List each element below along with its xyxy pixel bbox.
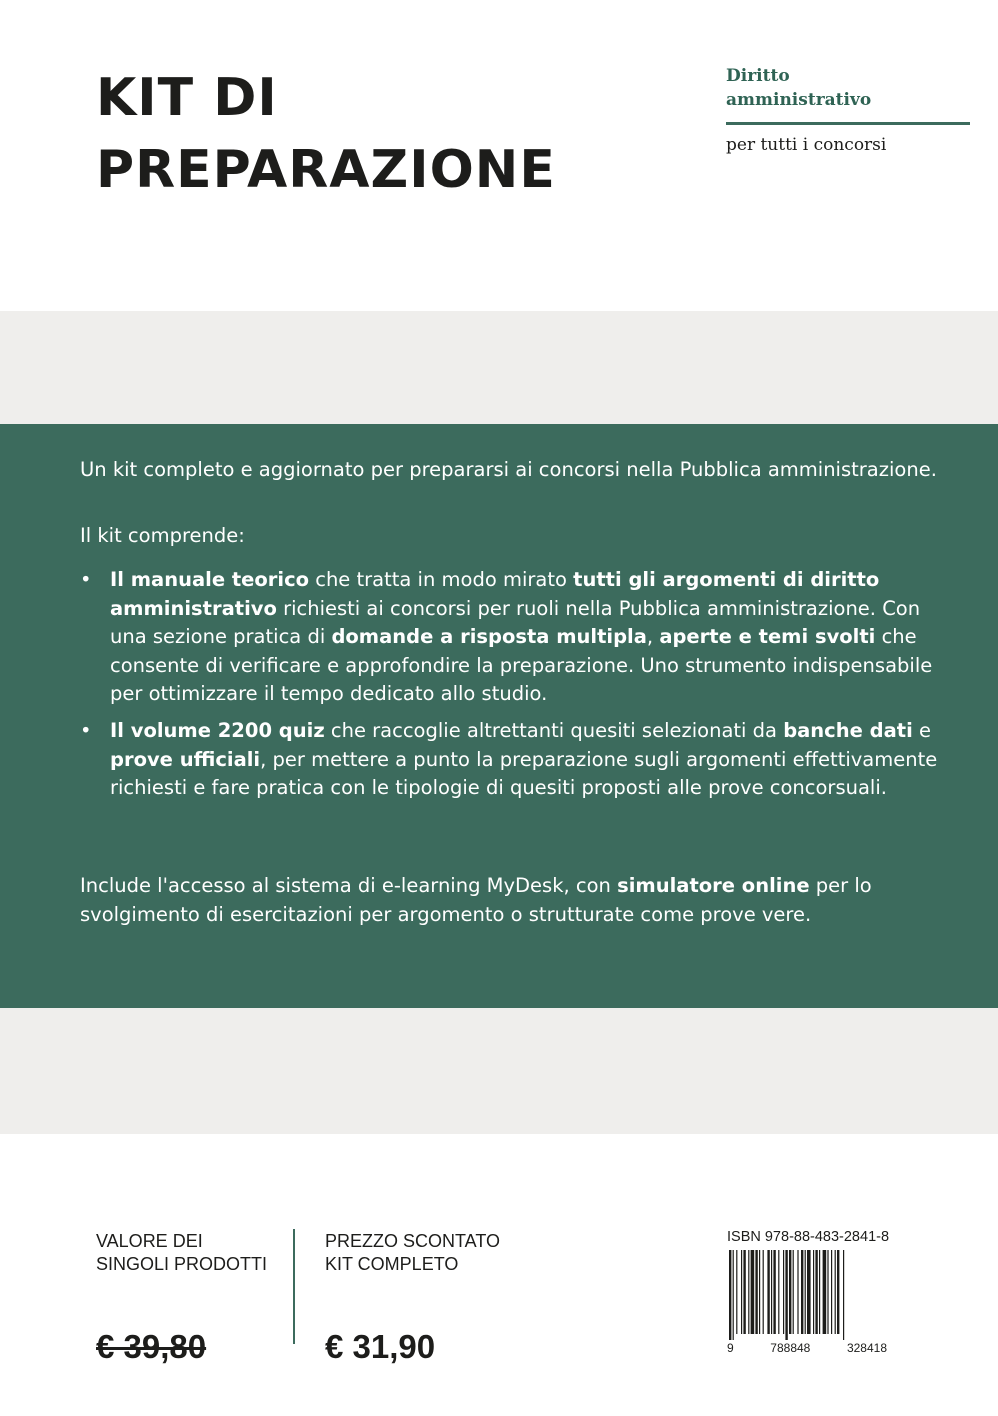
text-span: , (646, 625, 660, 649)
barcode-bar (835, 1250, 836, 1334)
discount-price-label (325, 1230, 545, 1276)
barcode-bar (743, 1250, 745, 1334)
series-block (726, 64, 970, 157)
barcode-bar (741, 1250, 742, 1334)
title-line-2: PREPARAZIONE (96, 140, 556, 200)
bullet-icon: • (80, 568, 92, 591)
emphasis: tutti gli argomenti di diritto amministrativo (110, 568, 880, 620)
description-panel (0, 424, 998, 1008)
barcode-bar (827, 1250, 828, 1334)
barcode-digit-first: 9 (727, 1341, 734, 1355)
barcode-digits-left: 788848 (770, 1341, 811, 1355)
text-span: che tratta in modo mirato (309, 568, 574, 591)
original-price: € 39,80 (96, 1328, 207, 1365)
barcode-bar (805, 1250, 806, 1334)
price-divider (293, 1229, 295, 1344)
isbn-number: ISBN 978-88-483-2841-8 (727, 1229, 890, 1245)
series-name-line-2: amministrativo (726, 90, 872, 110)
text-span: per lo svolgimento di esercitazioni per argomento o strutturate come prove vere. (80, 874, 872, 926)
grey-band-top (0, 311, 998, 424)
barcode-bar (801, 1250, 803, 1334)
barcode-bar (843, 1250, 844, 1340)
series-divider (726, 122, 970, 125)
barcode-bar (767, 1250, 769, 1334)
barcode-bar (759, 1250, 760, 1334)
original-price-block (96, 1230, 286, 1367)
outro-paragraph (80, 872, 942, 929)
text-span: Include l'accesso al sistema di e-learning MyDesk, con (80, 874, 618, 897)
barcode-icon (727, 1250, 887, 1340)
kit-contents-list (80, 566, 942, 811)
book-title (96, 62, 556, 206)
barcode-bar (793, 1250, 794, 1334)
barcode-bar (778, 1250, 779, 1334)
emphasis: aperte e temi svolti (659, 625, 876, 649)
label-line: PREZZO SCONTATO (325, 1231, 501, 1251)
text-span: che raccoglie altrettanti quesiti selezionati da (324, 718, 784, 742)
barcode-bar (763, 1250, 764, 1334)
original-price-label (96, 1230, 286, 1276)
barcode-digits-right: 328418 (846, 1341, 887, 1355)
series-subtitle: per tutti i concorsi (726, 135, 887, 155)
grey-band-bottom (0, 1008, 998, 1134)
emphasis: simulatore online (617, 874, 810, 897)
barcode-bar (773, 1250, 775, 1334)
barcode-bar (785, 1250, 787, 1340)
bullet-icon: • (80, 718, 92, 742)
barcode-bar (783, 1250, 784, 1334)
text-span: richiesti ai concorsi per ruoli nella Pubblica amministrazione. Con una sezione pratica di (110, 596, 921, 649)
barcode-bar (771, 1250, 772, 1334)
barcode-bar (751, 1250, 755, 1334)
barcode-bar (819, 1250, 820, 1334)
title-line-1: KIT DI (96, 68, 278, 128)
barcode-bar (729, 1250, 731, 1340)
series-name (726, 64, 970, 112)
emphasis: banche dati (783, 718, 913, 742)
barcode-bar (797, 1250, 798, 1334)
discount-price: € 31,90 (325, 1328, 436, 1365)
barcode-bar (837, 1250, 839, 1334)
discount-price-block (325, 1230, 545, 1367)
barcode-bar (807, 1250, 811, 1334)
list-item-manual (80, 566, 942, 709)
barcode-bar (733, 1250, 734, 1340)
label-line: KIT COMPLETO (325, 1254, 459, 1274)
manual-name: Il manuale teorico (110, 568, 310, 591)
barcode-bar (831, 1250, 832, 1334)
emphasis: domande a risposta multipla (331, 625, 647, 649)
barcode-bar (815, 1250, 817, 1334)
kit-includes-label: Il kit comprende: (80, 524, 245, 547)
text-span: , per mettere a punto la preparazione sugli argomenti effettivamente richiesti e fare pratica con le tipologie di quesiti proposti alle prove concorsuali. (110, 747, 938, 800)
isbn-block (727, 1228, 907, 1355)
barcode-bar (748, 1250, 749, 1334)
barcode-bar (823, 1250, 827, 1334)
barcode-digits (727, 1341, 887, 1355)
barcode-bar (789, 1250, 791, 1334)
barcode-bar (813, 1250, 814, 1334)
label-line: VALORE DEI (96, 1231, 203, 1251)
barcode-bar (755, 1250, 757, 1334)
list-item-quiz (80, 717, 942, 803)
text-span: e (912, 718, 931, 742)
label-line: SINGOLI PRODOTTI (96, 1254, 268, 1274)
quiz-volume-name: Il volume 2200 quiz (110, 718, 325, 742)
text-span: che consente di verificare e approfondire la preparazione. Uno strumento indispensabile per ottimizzare il tempo dedicato allo studio. (110, 625, 933, 706)
emphasis: prove ufficiali (110, 747, 261, 771)
barcode-bar (736, 1250, 737, 1334)
series-name-line-1: Diritto (726, 66, 790, 86)
intro-paragraph: Un kit completo e aggiornato per prepararsi ai concorsi nella Pubblica amministrazione. (80, 458, 937, 481)
